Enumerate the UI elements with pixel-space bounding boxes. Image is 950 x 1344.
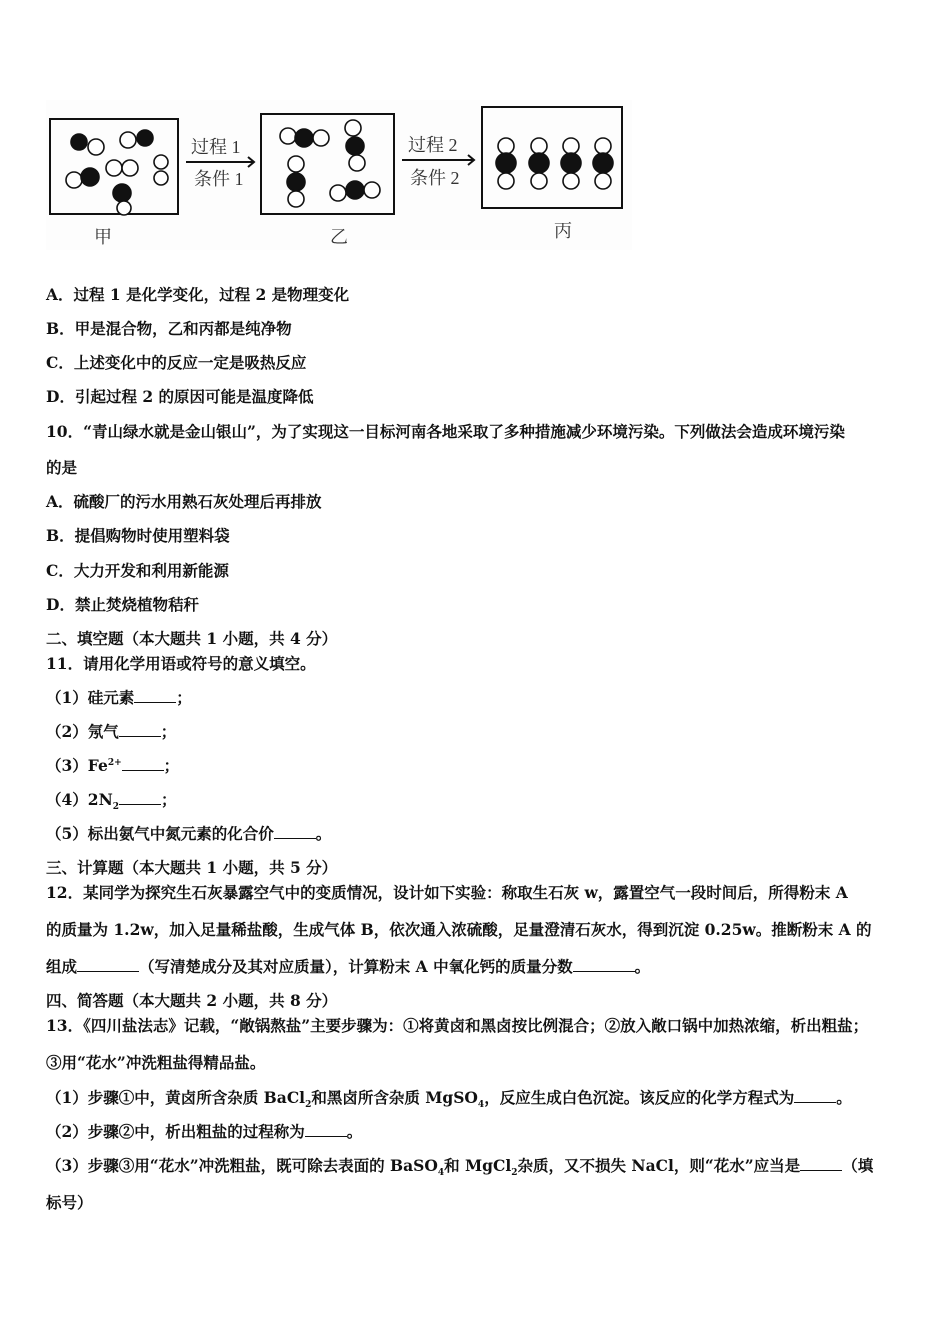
q11-part-2 — [46, 722, 176, 742]
q13-part-3-line2: 标号） — [46, 1193, 93, 1212]
q13-p1-sub2: 4 — [477, 1100, 485, 1111]
q12-line3-b: （写清楚成分及其对应质量），计算粉末 A 中氧化钙的质量分数 — [139, 957, 573, 976]
q12-line2: 的质量为 1.2w，加入足量稀盐酸，生成气体 B，依次通入浓硫酸，足量澄清石灰水，得到沉淀 0.25w。推断粉末 A 的 — [46, 920, 872, 939]
q9-option-a: A．过程 1 是化学变化，过程 2 是物理变化 — [46, 285, 350, 304]
q11-p2-semicolon: ； — [160, 722, 177, 741]
q11-p5-text: （5）标出氨气中氮元素的化合价 — [46, 824, 274, 843]
q13-p1-blank[interactable] — [794, 1088, 836, 1103]
q13-p3-c: 杂质，又不损失 NaCl，则“花水”应当是 — [517, 1156, 801, 1175]
q9-option-c: C．上述变化中的反应一定是吸热反应 — [46, 353, 307, 372]
section-2-title: 二、填空题（本大题共 1 小题，共 4 分） — [46, 629, 338, 648]
q13-p2-a: （2）步骤②中，析出粗盐的过程称为 — [46, 1122, 305, 1141]
section-4-title: 四、简答题（本大题共 2 小题，共 8 分） — [46, 991, 338, 1010]
q11-p1-text: （1）硅元素 — [46, 688, 135, 707]
q13-part-3 — [46, 1156, 874, 1179]
arrow-1-bottom-label: 条件 1 — [194, 169, 244, 189]
q11-part-3 — [46, 756, 179, 776]
molecules-jia — [66, 130, 168, 215]
q12-line3-a: 组成 — [46, 957, 78, 976]
q13-p3-a: （3）步骤③用“花水”冲洗粗盐，既可除去表面的 BaSO — [46, 1156, 438, 1175]
q12-line1: 12．某同学为探究生石灰暴露空气中的变质情况，设计如下实验：称取生石灰 w，露置空气一段时间后，所得粉末 A — [46, 883, 848, 902]
molecules-yi — [280, 120, 380, 207]
box-bing-label: 丙 — [554, 221, 572, 241]
q13-line2: ③用“花水”冲洗粗盐得精品盐。 — [46, 1053, 266, 1072]
q13-p1-a: （1）步骤①中，黄卤所含杂质 BaCl — [46, 1088, 306, 1107]
q11-p4-subscript: 2 — [112, 802, 120, 813]
q11-p3-charge: 2+ — [107, 757, 122, 768]
molecules-bing — [496, 138, 613, 189]
q11-p2-blank[interactable] — [119, 722, 161, 737]
q11-part-1 — [46, 688, 192, 708]
q9-option-b: B．甲是混合物，乙和丙都是纯净物 — [46, 319, 292, 338]
q11-p4-semicolon: ； — [161, 790, 177, 809]
q11-part-5 — [46, 824, 331, 844]
q10-stem-line1: 10．“青山绿水就是金山银山”，为了实现这一目标河南各地采取了多种措施减少环境污染。下列做法会造成环境污染 — [46, 422, 845, 441]
q13-p3-sub2: 2 — [511, 1168, 518, 1179]
particle-process-diagram — [46, 100, 632, 250]
arrow-1-top-label: 过程 1 — [191, 137, 241, 157]
q13-part-2 — [46, 1122, 362, 1142]
q13-p3-blank[interactable] — [800, 1156, 842, 1171]
q13-p1-b: 和黑卤所含杂质 MgSO — [311, 1088, 478, 1107]
q10-stem-line2: 的是 — [46, 458, 78, 477]
q13-p3-sub1: 4 — [437, 1168, 445, 1179]
q10-option-c: C．大力开发和利用新能源 — [46, 561, 229, 580]
q12-line3-c: 。 — [634, 957, 651, 976]
q13-line1: 13．《四川盐法志》记载，“敞锅熬盐”主要步骤为：①将黄卤和黑卤按比例混合；②放入敞口锅中加热浓缩，析出粗盐； — [46, 1016, 869, 1035]
q10-option-a: A．硫酸厂的污水用熟石灰处理后再排放 — [46, 492, 322, 511]
q13-p1-c: ，反应生成白色沉淀。该反应的化学方程式为 — [484, 1088, 795, 1107]
q11-p4-text: （4）2N — [46, 790, 113, 809]
q12-line3 — [46, 957, 650, 977]
q13-p1-d: 。 — [836, 1088, 852, 1107]
q11-p3-text: （3）Fe — [46, 756, 108, 775]
q13-p1-sub1: 2 — [305, 1100, 312, 1111]
q10-option-d: D．禁止焚烧植物秸秆 — [46, 595, 199, 614]
q9-option-d: D．引起过程 2 的原因可能是温度降低 — [46, 387, 314, 406]
q13-part-1 — [46, 1088, 852, 1111]
q13-p2-b: 。 — [346, 1122, 363, 1141]
q11-p4-blank[interactable] — [119, 790, 161, 805]
q10-option-b: B．提倡购物时使用塑料袋 — [46, 526, 230, 545]
q11-p2-text: （2）氖气 — [46, 722, 119, 741]
particle-diagram-svg — [46, 100, 632, 250]
q13-p2-blank[interactable] — [305, 1122, 347, 1137]
arrow-2-bottom-label: 条件 2 — [410, 168, 460, 188]
q13-p3-b: 和 MgCl — [444, 1156, 512, 1175]
box-yi — [261, 114, 394, 214]
q11-p1-semicolon: ； — [176, 688, 192, 707]
section-3-title: 三、计算题（本大题共 1 小题，共 5 分） — [46, 858, 338, 877]
q11-p1-blank[interactable] — [134, 688, 176, 703]
arrow-2-top-label: 过程 2 — [408, 135, 458, 155]
q11-p5-blank[interactable] — [274, 824, 316, 839]
q11-stem: 11．请用化学用语或符号的意义填空。 — [46, 654, 316, 673]
q13-p3-d: （填 — [842, 1156, 874, 1175]
q11-p3-semicolon: ； — [163, 756, 180, 775]
box-yi-label: 乙 — [330, 227, 348, 247]
q12-fraction-blank[interactable] — [573, 957, 635, 972]
q11-part-4 — [46, 790, 177, 813]
q12-composition-blank[interactable] — [77, 957, 139, 972]
q11-p3-blank[interactable] — [122, 756, 164, 771]
box-jia-label: 甲 — [94, 227, 112, 247]
q11-p5-period: 。 — [315, 824, 332, 843]
